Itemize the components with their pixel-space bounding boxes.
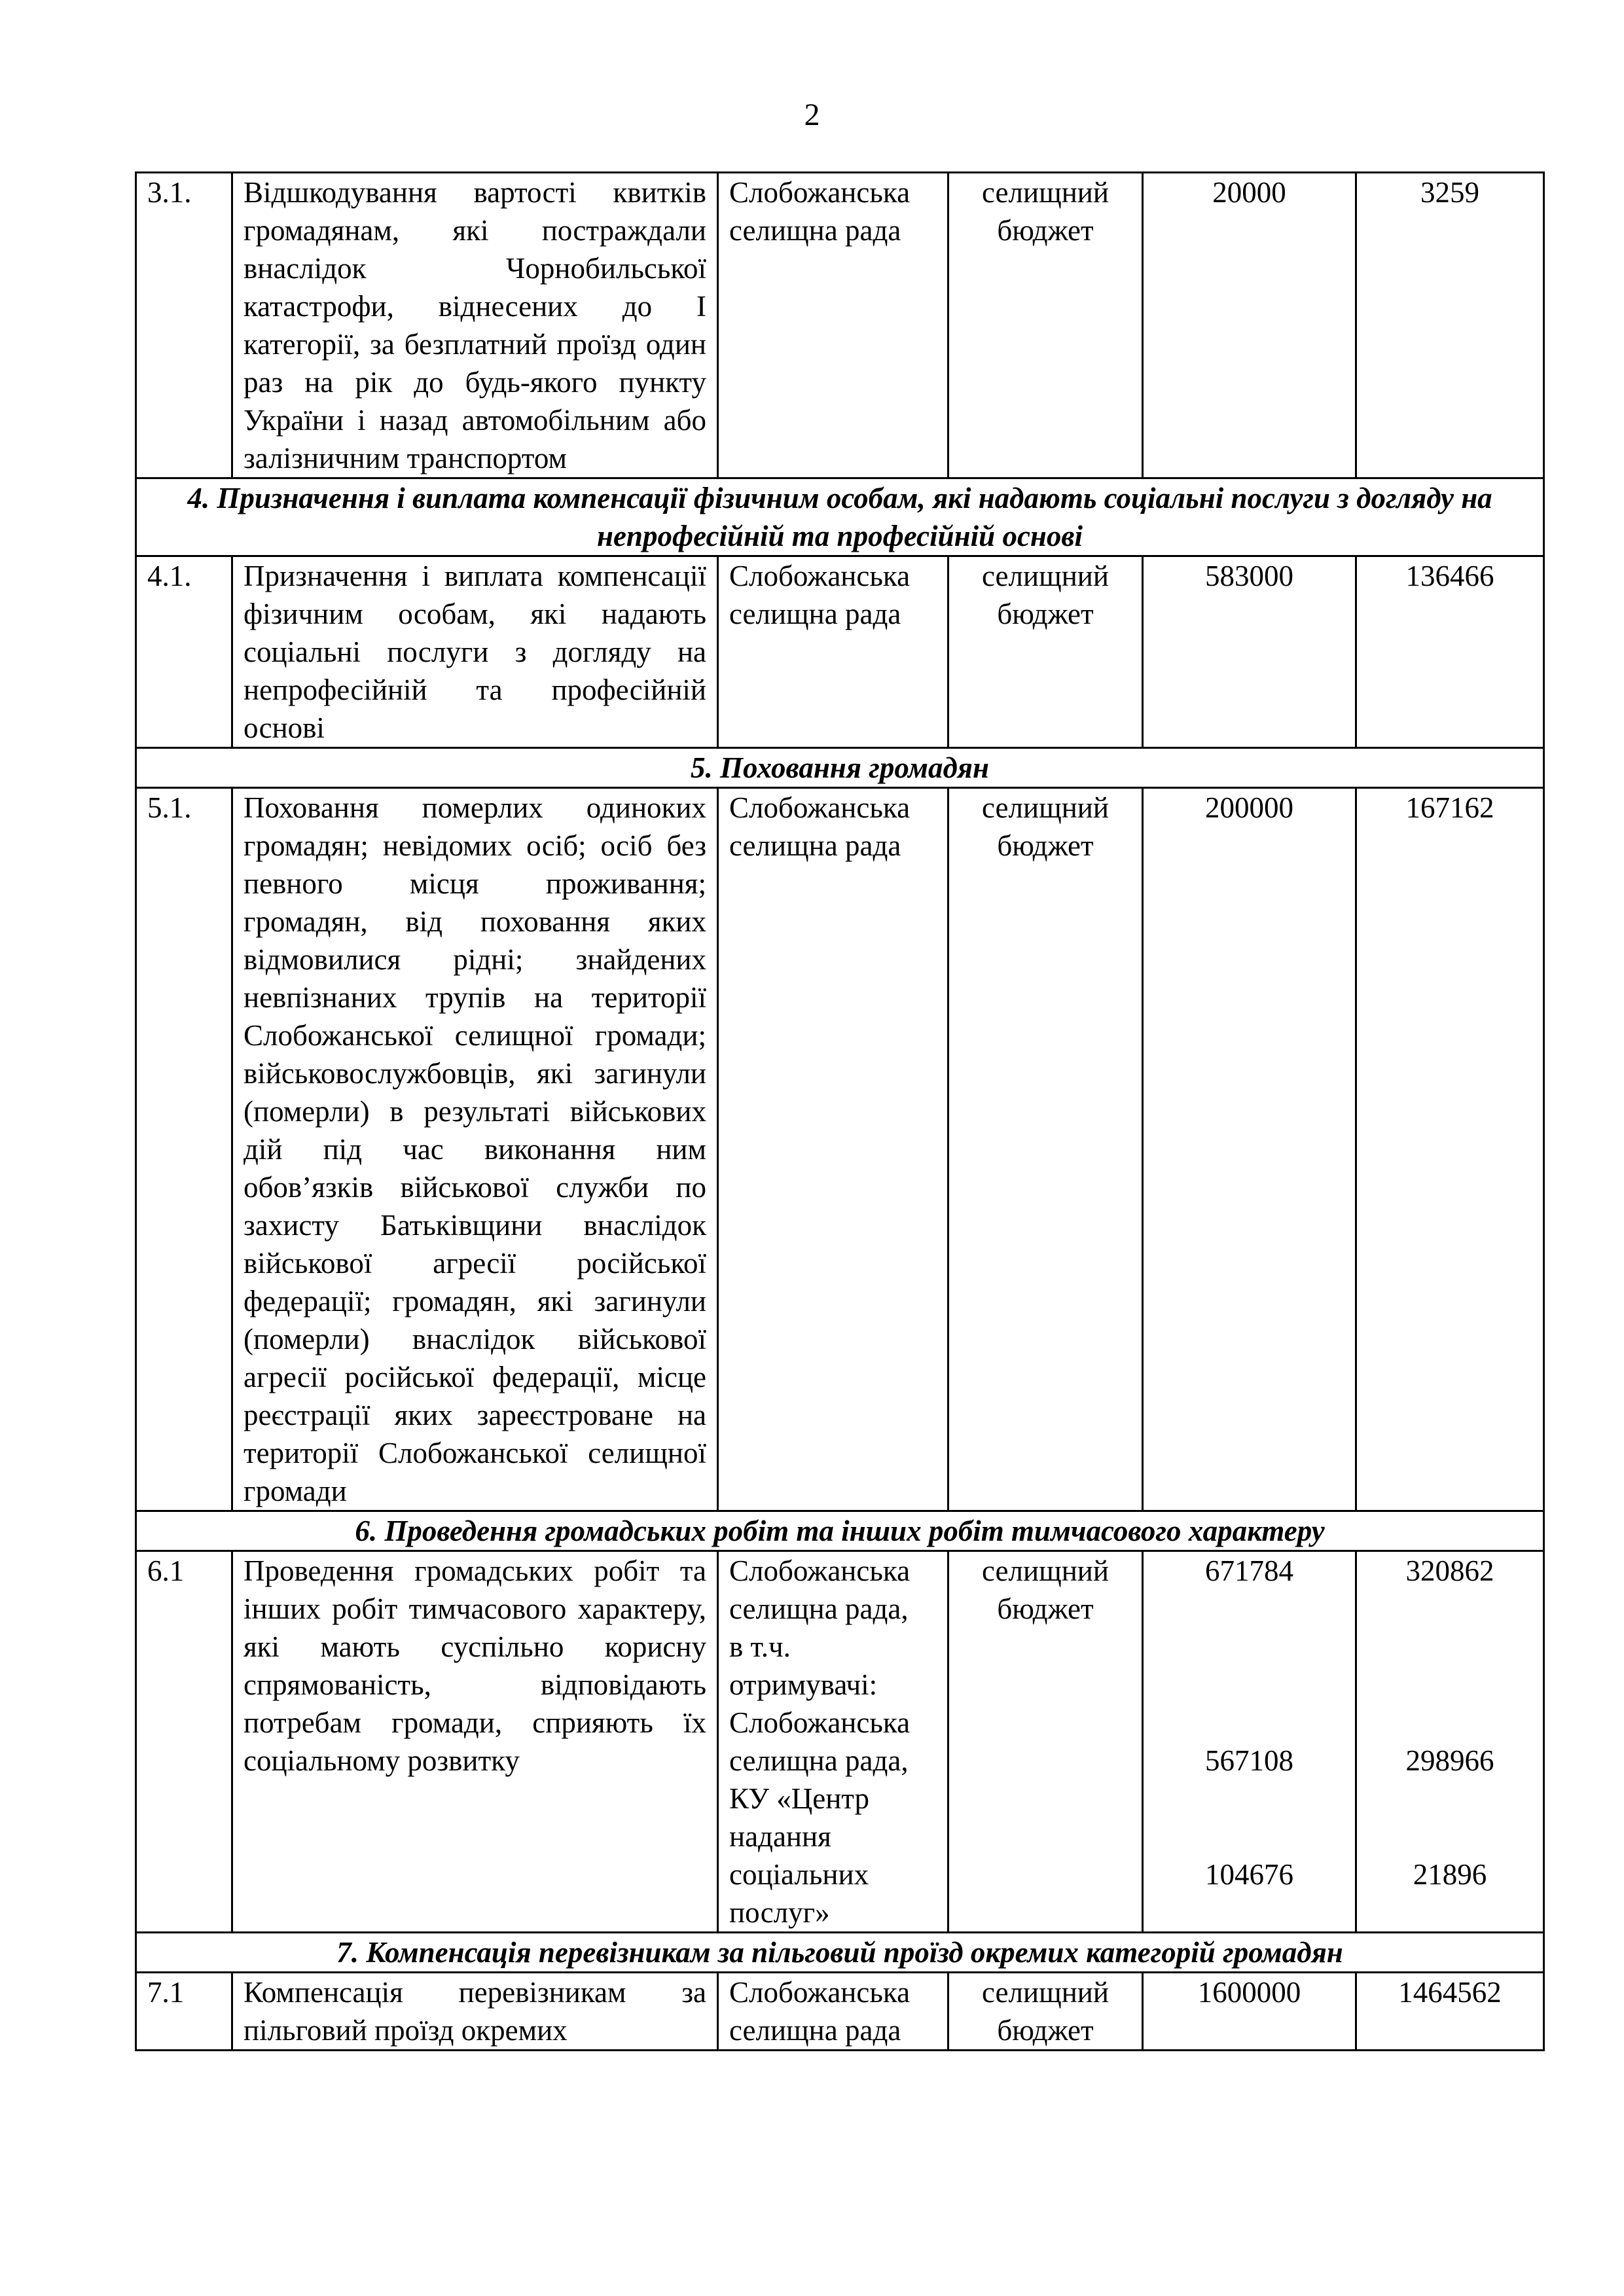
item-executor: Слобожанська селищна рада <box>718 788 948 1511</box>
executor-line: соціальних <box>729 1858 869 1891</box>
actual-total: 320862 <box>1405 1554 1494 1587</box>
executor-line: надання <box>729 1820 831 1853</box>
page-number: 2 <box>804 98 820 132</box>
actual-recipient-1: 298966 <box>1405 1744 1494 1777</box>
executor-line: Слобожанська <box>729 1706 911 1739</box>
planned-total: 671784 <box>1205 1554 1293 1587</box>
section-row <box>136 478 1544 556</box>
item-actual-amount: 167162 <box>1356 788 1544 1511</box>
item-planned-amount: 1600000 <box>1143 1973 1356 2051</box>
table-row <box>136 1551 1544 1933</box>
executor-line: селищна рада, <box>729 1744 909 1777</box>
table-row <box>136 556 1544 748</box>
item-number: 5.1. <box>136 788 232 1511</box>
item-description: Компенсація перевізникам за пільговий проїзд окремих <box>232 1973 718 2051</box>
item-funding-source: селищний бюджет <box>948 1551 1143 1933</box>
section-title: 4. Призначення і виплата компенсації фізичним особам, які надають соціальні послуги з догляду на непрофесійній та професійній основі <box>136 478 1544 556</box>
item-number: 4.1. <box>136 556 232 748</box>
item-executor: Слобожанська селищна рада <box>718 173 948 478</box>
executor-line: отримувачі: <box>729 1668 878 1701</box>
section-title: 7. Компенсація перевізникам за пільговий проїзд окремих категорій громадян <box>136 1933 1544 1973</box>
item-description: Відшкодування вартості квитків громадянам, які постраждали внаслідок Чорнобильської катастрофи, віднесених до І категорії, за безплатний проїзд один раз на рік до будь-якого пункту України і назад автомобільним або залізничним транспортом <box>232 173 718 478</box>
item-funding-source: селищний бюджет <box>948 1973 1143 2051</box>
item-actual-amount <box>1356 1551 1544 1933</box>
item-planned-amount: 583000 <box>1143 556 1356 748</box>
table-row <box>136 788 1544 1511</box>
item-number: 3.1. <box>136 173 232 478</box>
item-executor: Слобожанська селищна рада <box>718 1973 948 2051</box>
item-actual-amount: 136466 <box>1356 556 1544 748</box>
planned-recipient-2: 104676 <box>1205 1858 1293 1891</box>
executor-line: в т.ч. <box>729 1630 791 1663</box>
section-row <box>136 1933 1544 1973</box>
executor-line: селищна рада, <box>729 1592 909 1625</box>
item-planned-amount: 20000 <box>1143 173 1356 478</box>
item-actual-amount: 3259 <box>1356 173 1544 478</box>
section-title: 6. Проведення громадських робіт та інших робіт тимчасового характеру <box>136 1511 1544 1551</box>
item-description: Поховання померлих одиноких громадян; невідомих осіб; осіб без певного місця проживання; громадян, від поховання яких відмовилися рідні; знайдених невпізнаних трупів на території Слобожанської селищної громади; військовослужбовців, які загинули (померли) в результаті військових дій під час виконання ним обов’язків військової служби по захисту Батьківщини внаслідок військової агресії російської федерації; громадян, які загинули (померли) внаслідок військової агресії російської федерації, місце реєстрації яких зареєстроване на території Слобожанської селищної громади <box>232 788 718 1511</box>
actual-recipient-2: 21896 <box>1413 1858 1487 1891</box>
planned-recipient-1: 567108 <box>1205 1744 1293 1777</box>
item-planned-amount: 200000 <box>1143 788 1356 1511</box>
item-actual-amount: 1464562 <box>1356 1973 1544 2051</box>
item-planned-amount <box>1143 1551 1356 1933</box>
item-funding-source: селищний бюджет <box>948 173 1143 478</box>
item-number: 7.1 <box>136 1973 232 2051</box>
section-row <box>136 1511 1544 1551</box>
executor-line: послуг» <box>729 1896 830 1929</box>
table-row <box>136 173 1544 478</box>
table-row <box>136 1973 1544 2051</box>
item-funding-source: селищний бюджет <box>948 788 1143 1511</box>
item-executor: Слобожанська селищна рада <box>718 556 948 748</box>
item-description: Призначення і виплата компенсації фізичним особам, які надають соціальні послуги з догляду на непрофесійній та професійній основі <box>232 556 718 748</box>
item-number: 6.1 <box>136 1551 232 1933</box>
executor-line: КУ «Центр <box>729 1782 869 1815</box>
item-funding-source: селищний бюджет <box>948 556 1143 748</box>
item-description: Проведення громадських робіт та інших робіт тимчасового характеру, які мають суспільно корисну спрямованість, відповідають потребам громади, сприяють їх соціальному розвитку <box>232 1551 718 1933</box>
item-executor <box>718 1551 948 1933</box>
executor-line: Слобожанська <box>729 1554 911 1587</box>
section-title: 5. Поховання громадян <box>136 748 1544 788</box>
section-row <box>136 748 1544 788</box>
program-table <box>135 171 1545 2051</box>
